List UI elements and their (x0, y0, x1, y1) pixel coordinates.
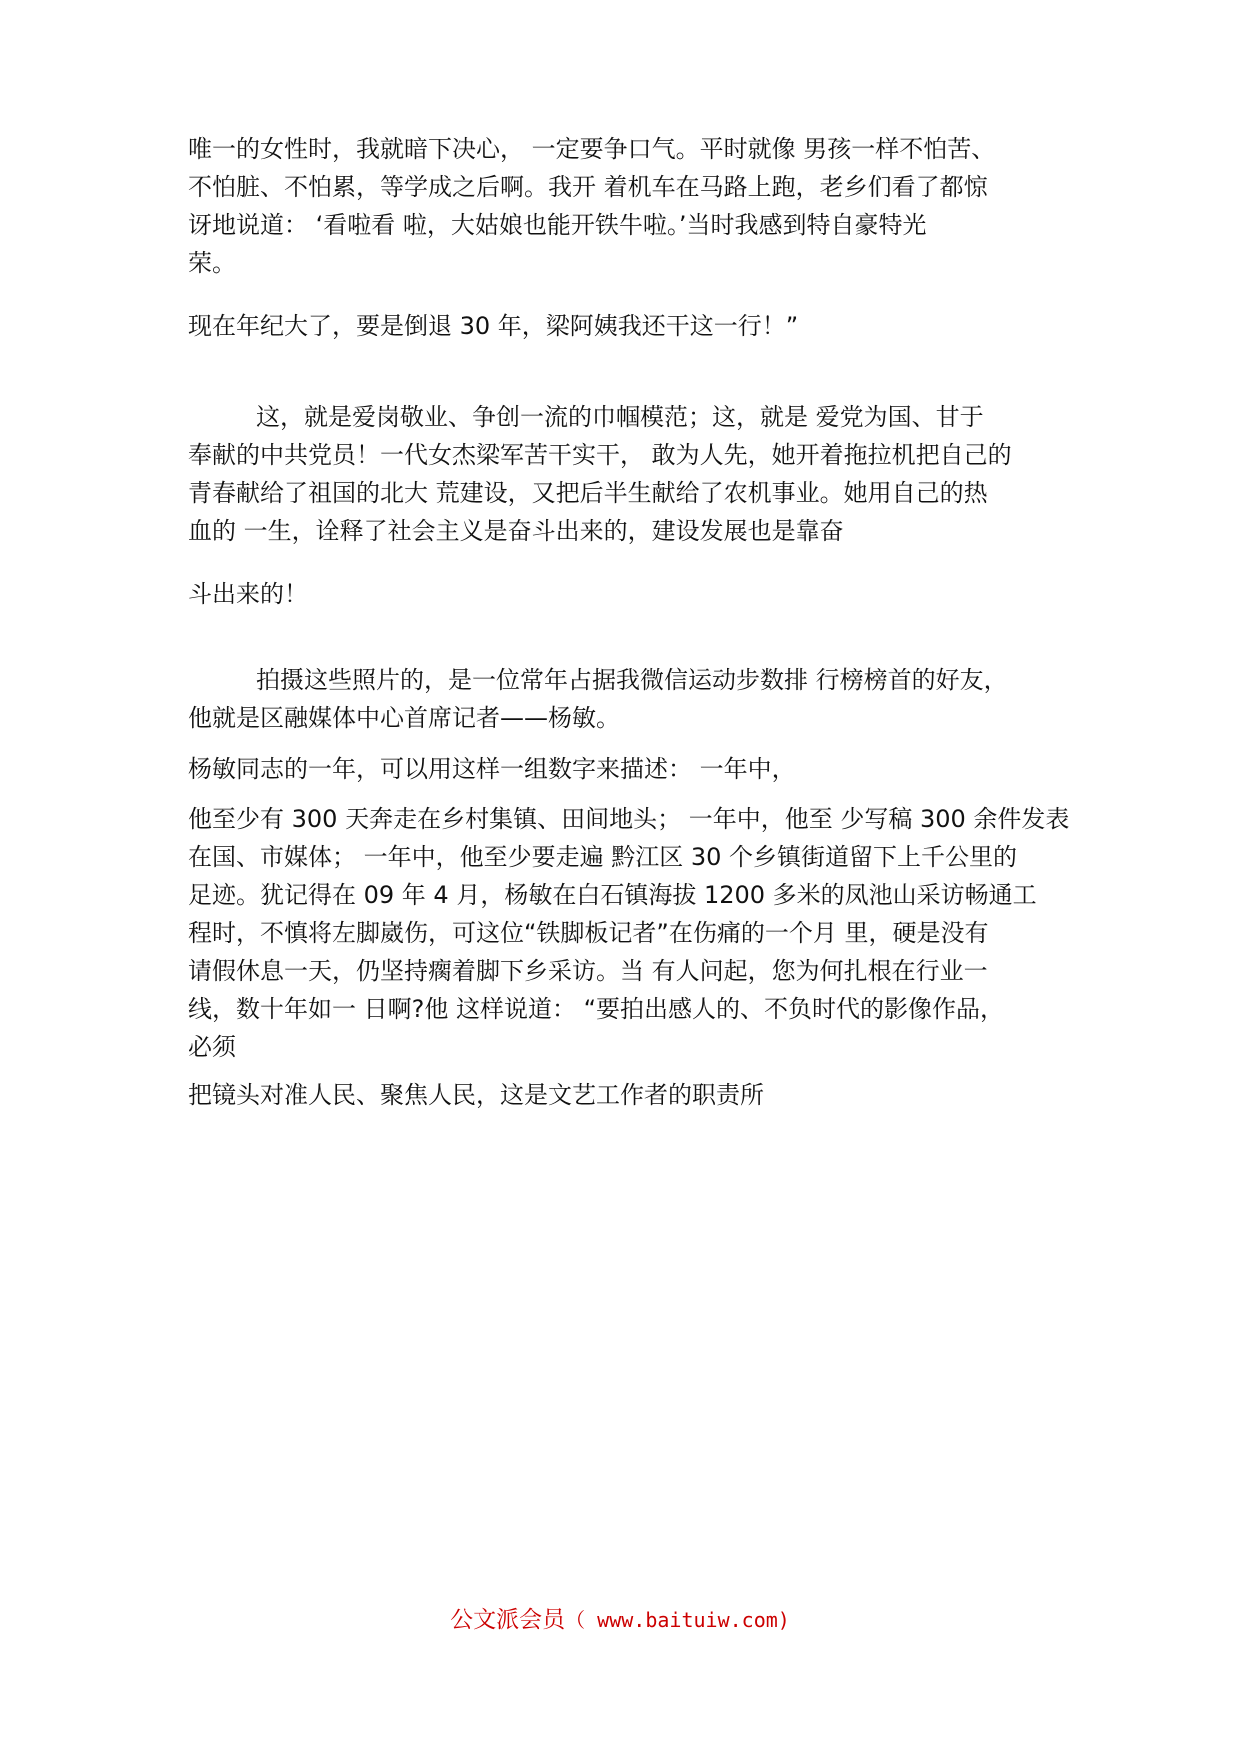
text-line: 这，就是爱岗敬业、争创一流的巾帼模范；这，就是 爱党为国、甘于 (256, 403, 984, 431)
text-line: 现在年纪大了，要是倒退 30 年，梁阿姨我还干这一行！” (188, 312, 799, 340)
paragraph-3 (188, 398, 1088, 550)
text-line: 荣。 (188, 249, 236, 277)
paragraph-8 (188, 1076, 1088, 1114)
text-line: 斗出来的！ (188, 580, 308, 608)
text-line: 他至少有 300 天奔走在乡村集镇、田间地头； 一年中，他至 少写稿 300 余件发表 (188, 805, 1070, 833)
footer-watermark (0, 1605, 1240, 1635)
paragraph-7 (188, 800, 1088, 1066)
text-line: 杨敏同志的一年，可以用这样一组数字来描述： 一年中， (188, 755, 796, 783)
text-line: 线，数十年如一 日啊?他 这样说道： “要拍出感人的、不负时代的影像作品， (188, 995, 1005, 1023)
paragraph-5 (188, 661, 1088, 737)
text-line: 奉献的中共党员！一代女杰梁军苦干实干， 敢为人先，她开着拖拉机把自己的 (188, 441, 1012, 469)
paragraph-4 (188, 575, 1088, 613)
footer-site-name: 公文派会员 (450, 1607, 566, 1633)
footer-url-link[interactable]: （ www.baituiw.com) (565, 1608, 790, 1632)
paragraph-6 (188, 750, 1088, 788)
text-line: 程时，不慎将左脚崴伤，可这位“铁脚板记者”在伤痛的一个月 里，硬是没有 (188, 919, 989, 947)
text-line: 必须 (188, 1033, 236, 1061)
text-line: 足迹。犹记得在 09 年 4 月，杨敏在白石镇海拔 1200 多米的凤池山采访畅通工 (188, 881, 1037, 909)
text-line: 拍摄这些照片的，是一位常年占据我微信运动步数排 行榜榜首的好友， (256, 666, 1008, 694)
text-line: 他就是区融媒体中心首席记者——杨敏。 (188, 704, 620, 732)
text-line: 青春献给了祖国的北大 荒建设，又把后半生献给了农机事业。她用自己的热 (188, 479, 988, 507)
text-line: 不怕脏、不怕累，等学成之后啊。我开 着机车在马路上跑，老乡们看了都惊 (188, 173, 988, 201)
text-line: 把镜头对准人民、聚焦人民，这是文艺工作者的职责所 (188, 1081, 764, 1109)
paragraph-1 (188, 130, 1088, 282)
paragraph-2 (188, 307, 1088, 345)
text-line: 血的 一生，诠释了社会主义是奋斗出来的，建设发展也是靠奋 (188, 517, 844, 545)
text-line: 讶地说道： ‘看啦看 啦，大姑娘也能开铁牛啦。’当时我感到特自豪特光 (188, 211, 927, 239)
text-line: 在国、市媒体； 一年中，他至少要走遍 黔江区 30 个乡镇街道留下上千公里的 (188, 843, 1018, 871)
text-line: 请假休息一天，仍坚持瘸着脚下乡采访。当 有人问起，您为何扎根在行业一 (188, 957, 988, 985)
text-line: 唯一的女性时，我就暗下决心， 一定要争口气。平时就像 男孩一样不怕苦、 (188, 135, 996, 163)
